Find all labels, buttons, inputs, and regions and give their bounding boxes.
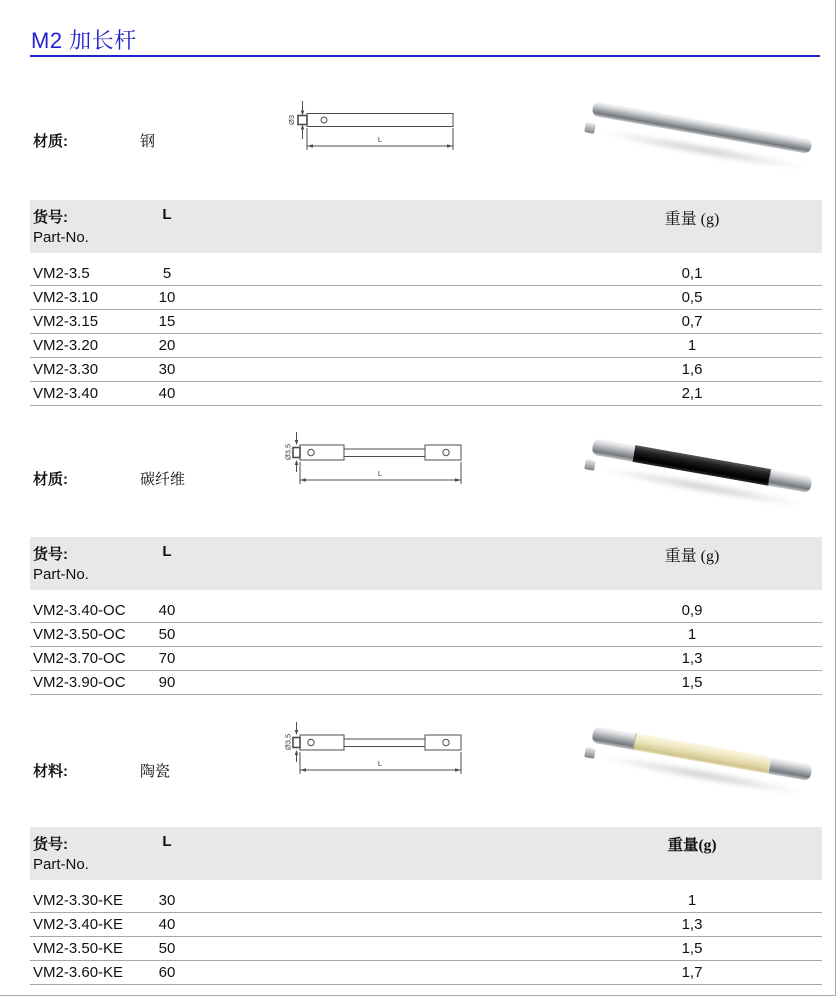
part-no-cell: VM2-3.40-OC	[33, 602, 126, 619]
carbon-table	[30, 537, 822, 695]
weight-cell: 0,7	[681, 313, 703, 330]
carbon-fiber-rod-photo	[585, 435, 820, 515]
weight-cell: 1	[687, 626, 697, 643]
rod-thread-stub	[584, 459, 596, 471]
table-row	[30, 334, 822, 358]
part-no-cell: VM2-3.20	[33, 337, 99, 354]
table-row	[30, 286, 822, 310]
length-cell: 60	[158, 964, 176, 981]
weight-cell: 1	[687, 892, 697, 909]
weight-cell: 0,9	[681, 602, 703, 619]
weight-cell: 2,1	[681, 385, 703, 402]
weight-cell: 1,7	[681, 964, 703, 981]
weight-cell: 1,3	[681, 916, 703, 933]
weight-cell: 1,3	[681, 650, 703, 667]
part-no-cell: VM2-3.40-KE	[33, 916, 124, 933]
table-row	[30, 961, 822, 985]
weight-header: 重量 (g)	[664, 211, 720, 228]
rod-metal-end	[768, 757, 812, 781]
length-cell: 40	[158, 916, 176, 933]
length-dimension-label: L	[377, 135, 383, 144]
part-no-cell: VM2-3.10	[33, 289, 99, 306]
material-label: 材料:	[33, 763, 68, 780]
part-no-cell: VM2-3.30-KE	[33, 892, 124, 909]
table-header	[30, 827, 822, 880]
table-row	[30, 647, 822, 671]
part-no-cell: VM2-3.70-OC	[33, 650, 126, 667]
length-cell: 5	[162, 265, 172, 282]
table-header	[30, 537, 822, 590]
length-cell: 15	[158, 313, 176, 330]
weight-cell: 0,1	[681, 265, 703, 282]
title-underline	[30, 55, 820, 57]
table-row	[30, 671, 822, 695]
weight-cell: 0,5	[681, 289, 703, 306]
length-cell: 50	[158, 626, 176, 643]
table-row	[30, 358, 822, 382]
length-dimension-label: L	[377, 759, 383, 768]
table-row	[30, 262, 822, 286]
technical-drawing-carbon-rod	[283, 428, 468, 498]
rod-metal-end	[591, 438, 635, 462]
length-header: L	[162, 206, 172, 223]
table-body	[30, 889, 822, 985]
table-row	[30, 913, 822, 937]
weight-cell: 1,5	[681, 674, 703, 691]
part-no-cell: VM2-3.60-KE	[33, 964, 124, 981]
length-cell: 70	[158, 650, 176, 667]
part-no-subheader: Part-No.	[33, 229, 89, 246]
material-label: 材质:	[33, 471, 68, 488]
weight-cell: 1	[687, 337, 697, 354]
table-body	[30, 599, 822, 695]
part-no-header: 货号:	[33, 836, 68, 853]
weight-cell: 1,5	[681, 940, 703, 957]
diameter-dimension-label: Ø3,5	[283, 443, 293, 461]
part-no-cell: VM2-3.40	[33, 385, 99, 402]
weight-header: 重量(g)	[667, 837, 717, 854]
part-no-cell: VM2-3.15	[33, 313, 99, 330]
weight-header: 重量 (g)	[664, 548, 720, 565]
table-row	[30, 623, 822, 647]
part-no-cell: VM2-3.30	[33, 361, 99, 378]
length-header: L	[162, 543, 172, 560]
part-no-header: 货号:	[33, 209, 68, 226]
part-no-cell: VM2-3.50-OC	[33, 626, 126, 643]
table-header	[30, 200, 822, 253]
page-title: M2 加长杆	[31, 28, 137, 53]
ceramic-table	[30, 827, 822, 985]
length-cell: 40	[158, 602, 176, 619]
ceramic-rod-photo	[585, 723, 820, 803]
table-row	[30, 382, 822, 406]
table-row	[30, 889, 822, 913]
part-no-subheader: Part-No.	[33, 566, 89, 583]
weight-cell: 1,6	[681, 361, 703, 378]
table-body	[30, 262, 822, 406]
part-no-cell: VM2-3.50-KE	[33, 940, 124, 957]
rod-thread-stub	[584, 122, 596, 134]
diameter-dimension-label: Ø3,5	[283, 733, 293, 751]
table-row	[30, 937, 822, 961]
technical-drawing-ceramic-rod	[283, 718, 468, 788]
part-no-cell: VM2-3.90-OC	[33, 674, 126, 691]
length-cell: 20	[158, 337, 176, 354]
length-dimension-label: L	[377, 469, 383, 478]
material-value: 碳纤维	[140, 471, 186, 488]
part-no-subheader: Part-No.	[33, 856, 89, 873]
rod-thread-stub	[584, 747, 596, 759]
rod-metal-end	[591, 726, 635, 750]
table-row	[30, 310, 822, 334]
length-cell: 10	[158, 289, 176, 306]
part-no-cell: VM2-3.5	[33, 265, 90, 282]
table-row	[30, 599, 822, 623]
technical-drawing-steel-rod	[283, 92, 468, 162]
diameter-dimension-label: Ø3	[287, 114, 296, 126]
material-value: 钢	[140, 133, 156, 150]
steel-rod-photo	[585, 98, 820, 178]
length-cell: 30	[158, 361, 176, 378]
steel-table	[30, 200, 822, 406]
material-label: 材质:	[33, 133, 68, 150]
length-cell: 30	[158, 892, 176, 909]
length-cell: 50	[158, 940, 176, 957]
length-header: L	[162, 833, 172, 850]
length-cell: 90	[158, 674, 176, 691]
part-no-header: 货号:	[33, 546, 68, 563]
material-value: 陶瓷	[140, 763, 171, 780]
length-cell: 40	[158, 385, 176, 402]
rod-metal-end	[768, 469, 812, 493]
